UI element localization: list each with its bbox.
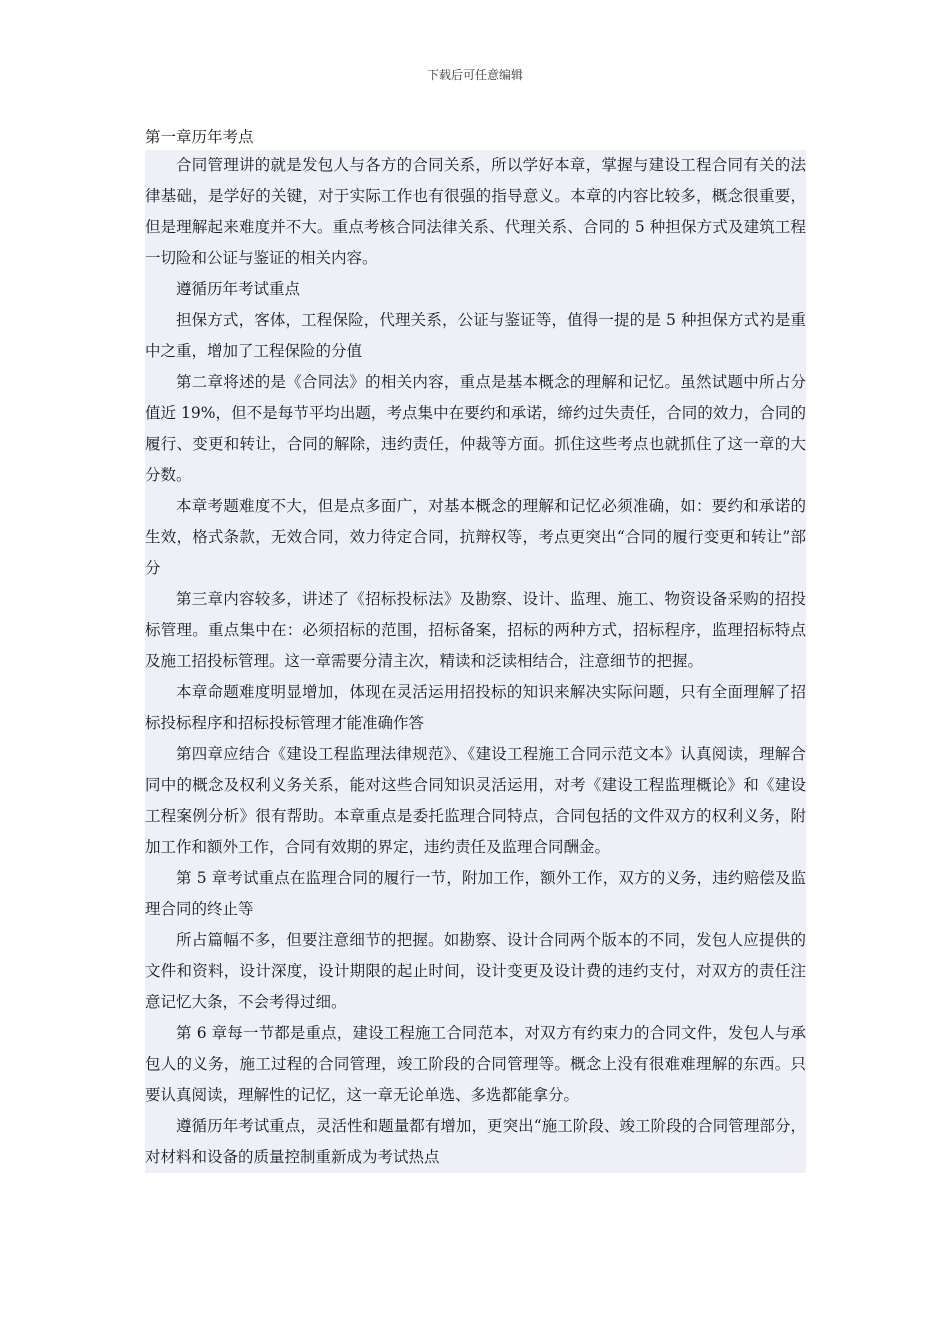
paragraph: 第三章内容较多，讲述了《招标投标法》及勘察、设计、监理、施工、物资设备采购的招投标管理。重点集中在：必须招标的范围，招标备案，招标的两种方式，招标程序，监理招标特点及施工招投标管理。这一章需要分清主次，精读和泛读相结合，注意细节的把握。 bbox=[145, 584, 806, 677]
paragraph: 第 6 章每一节都是重点，建设工程施工合同范本，对双方有约束力的合同文件，发包人与承包人的义务，施工过程的合同管理，竣工阶段的合同管理等。概念上没有很难难理解的东西。只要认真阅读，理解性的记忆，这一章无论单选、多选都能拿分。 bbox=[145, 1018, 806, 1111]
paragraph: 第二章将述的是《合同法》的相关内容，重点是基本概念的理解和记忆。虽然试题中所占分值近 19%，但不是每节平均出题，考点集中在要约和承诺，缔约过失责任，合同的效力，合同的履行、变更和转让，合同的解除，违约责任，仲裁等方面。抓住这些考点也就抓住了这一章的大分数。 bbox=[145, 367, 806, 491]
paragraph: 遵循历年考试重点 bbox=[145, 274, 806, 305]
page-header: 下载后可任意编辑 bbox=[426, 68, 523, 82]
paragraph: 遵循历年考试重点，灵活性和题量都有增加，更突出“施工阶段、竣工阶段的合同管理部分，对材料和设备的质量控制重新成为考试热点 bbox=[145, 1111, 806, 1173]
document-body bbox=[145, 124, 806, 1173]
paragraph: 担保方式，客体，工程保险，代理关系，公证与鉴证等，值得一提的是 5 种担保方式礿是重中之重，增加了工程保险的分值 bbox=[145, 305, 806, 367]
paragraph: 第四章应结合《建设工程监理法律规范》、《建设工程施工合同示范文本》认真阅读，理解合同中的概念及权利义务关系，能对这些合同知识灵活运用，对考《建设工程监理概论》和《建设工程案例分析》很有帮助。本章重点是委托监理合同特点，合同包括的文件双方的权利义务，附加工作和额外工作，合同有效期的界定，违约责任及监理合同酬金。 bbox=[145, 739, 806, 863]
paragraph: 所占篇幅不多，但要注意细节的把握。如勘察、设计合同两个版本的不同，发包人应提供的文件和资料，设计深度，设计期限的起止时间，设计变更及设计费的违约支付，对双方的责任注意记忆大条，不会考得过细。 bbox=[145, 925, 806, 1018]
paragraph: 第 5 章考试重点在监理合同的履行一节，附加工作，额外工作，双方的义务，违约赔偿及监理合同的终止等 bbox=[145, 863, 806, 925]
chapter-heading: 第一章历年考点 bbox=[145, 128, 254, 146]
paragraph: 本章考题难度不大，但是点多面广，对基本概念的理解和记忆必须准确，如：要约和承诺的生效，格式条款，无效合同，效力待定合同，抗辩权等，考点更突出“合同的履行变更和转让”部分 bbox=[145, 491, 806, 584]
paragraph: 合同管理讲的就是发包人与各方的合同关系，所以学好本章，掌握与建设工程合同有关的法律基础，是学好的关键，对于实际工作也有很强的指导意义。本章的内容比较多，概念很重要，但是理解起来难度并不大。重点考核合同法律关系、代理关系、合同的 5 种担保方式及建筑工程一切险和公证与鉴证的相关内容。 bbox=[145, 150, 806, 274]
paragraph: 本章命题难度明显增加，体现在灵活运用招投标的知识来解决实际问题，只有全面理解了招标投标程序和招标投标管理才能准确作答 bbox=[145, 677, 806, 739]
